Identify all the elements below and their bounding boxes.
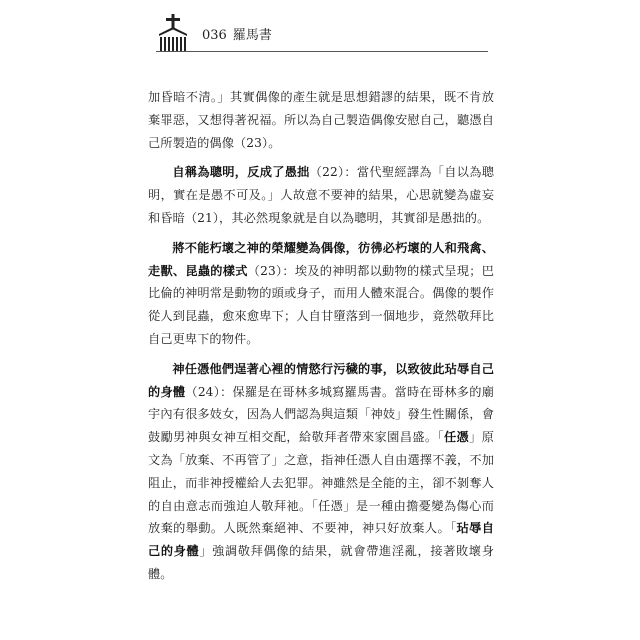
page-number: 036 — [202, 28, 227, 43]
paragraph — [148, 358, 494, 586]
paragraph — [148, 161, 494, 229]
paragraph-text: 加昏暗不清。」其實偶像的產生就是思想錯謬的結果，既不肯放棄罪惡，又想得著祝福。所以為自己製造偶像安慰自己，聽憑自己所製造的偶像（23）。 — [148, 90, 494, 150]
book-title: 羅馬書 — [232, 28, 272, 43]
bold-heading-text: 任憑 — [443, 430, 470, 445]
paragraph — [148, 86, 494, 154]
header-rule — [156, 51, 488, 52]
bold-heading-text: 神任憑他們逞著心裡的情慾行污穢的事，以致彼此玷辱自己的身體 — [148, 361, 494, 399]
paragraph — [148, 237, 494, 351]
paragraph-text: （24）：保羅是在哥林多城寫羅馬書。當時在哥林多的廟宇內有很多妓女，因為人們認為與這類「神妓」發生性關係，會鼓勵男神與女神互相交配，給敬拜者帶來家園昌盛。「 — [148, 384, 494, 445]
paragraph-text: （23）：埃及的神明都以動物的樣式呈現；巴比倫的神明常是動物的頭或身子，而用人體來混合。偶像的製作從人到昆蟲，愈來愈卑下；人自甘墮落到一個地步，竟然敬拜比自己更卑下的物件。 — [148, 263, 494, 346]
paragraph-text: 」原文為「放棄、不再管了」之意，指神任憑人自由選擇不義，不加阻止，而非神授權給人去犯罪。神雖然是全能的主，卻不剝奪人的自由意志而強迫人敬拜祂。「任憑」是一種由擔憂變為傷心而放棄的舉動。人既然棄絕神、不要神，神只好放棄人。「 — [148, 430, 494, 536]
church-cross-icon — [156, 14, 190, 52]
bold-heading-text: 玷辱自己的身體 — [148, 521, 494, 559]
paragraph-text: 」強調敬拜偶像的結果，就會帶進淫亂，接著敗壞身體。 — [148, 544, 494, 581]
page-header — [156, 12, 272, 52]
paragraph-text: （22）：當代聖經譯為「自以為聰明，實在是愚不可及。」人故意不要神的結果，心思就變為虛妄和昏暗（21），其必然現象就是自以為聰明，其實卻是愚拙的。 — [148, 165, 494, 225]
body-text — [148, 86, 494, 593]
bold-heading-text: 將不能朽壞之神的榮耀變為偶像，彷彿必朽壞的人和飛禽、走獸、昆蟲的樣式 — [148, 240, 494, 278]
bold-heading-text: 自稱為聰明，反成了愚拙 — [172, 165, 310, 180]
